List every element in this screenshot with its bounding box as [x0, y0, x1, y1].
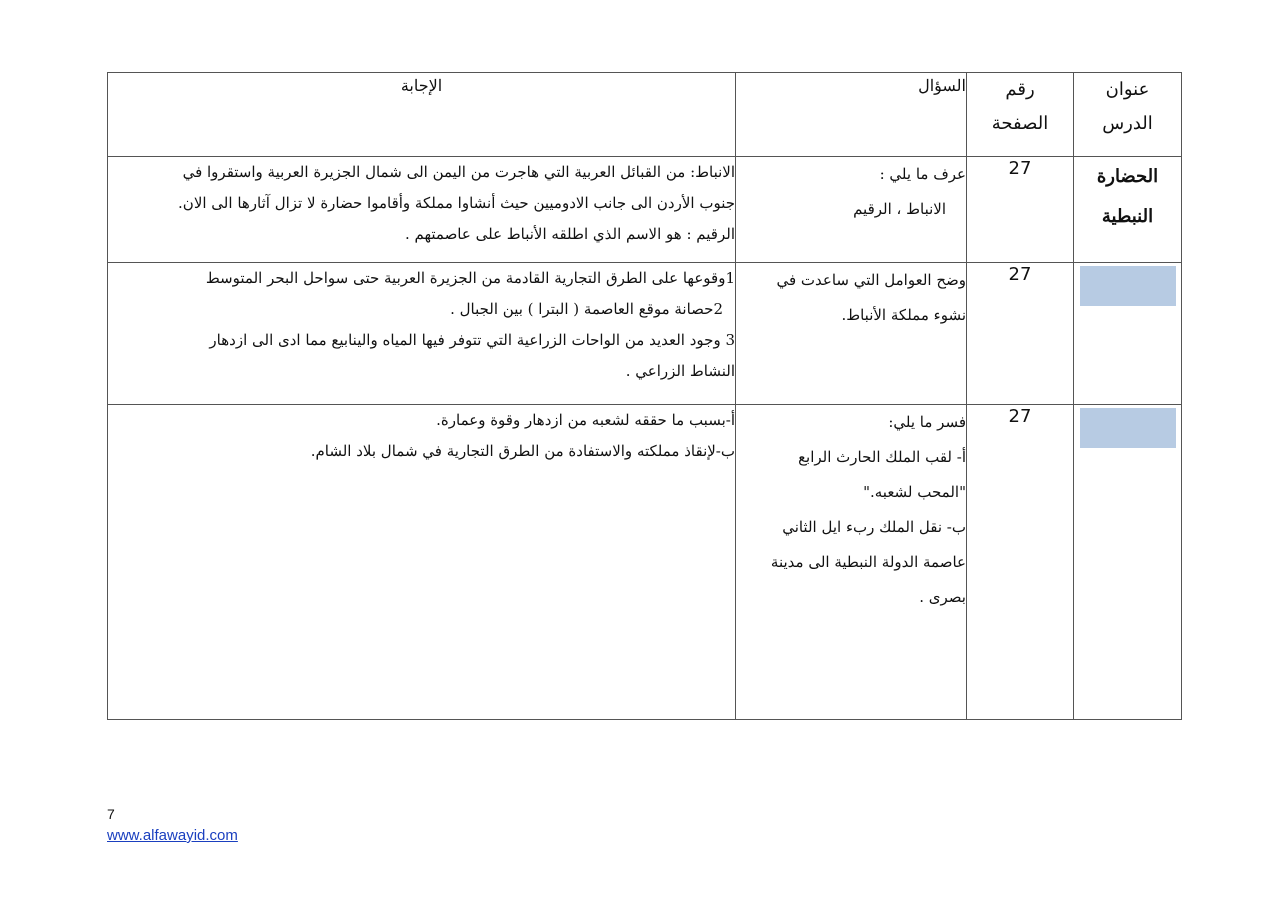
- header-question: السؤال: [736, 73, 967, 157]
- answer-cell: [108, 157, 736, 263]
- question-cell: [736, 157, 967, 263]
- highlight-box: [1080, 266, 1176, 306]
- header-answer: الإجابة: [108, 73, 736, 157]
- answer-line: 3 وجود العديد من الواحات الزراعية التي تتوفر فيها المياه والينابيع مما ادى الى ازدهار: [209, 331, 735, 349]
- page-number-cell: 27: [967, 263, 1074, 405]
- answer-line: أ-بسبب ما حققه لشعبه من ازدهار وقوة وعمارة.: [436, 411, 735, 429]
- answer-cell: [108, 263, 736, 405]
- question-cell: [736, 263, 967, 405]
- answer-line: 1وقوعها على الطرق التجارية القادمة من الجزيرة العربية حتى سواحل البحر المتوسط: [205, 269, 735, 287]
- lesson-title-cell: [1074, 263, 1182, 405]
- answer-line: النشاط الزراعي .: [625, 362, 735, 380]
- header-page-number: [967, 73, 1074, 157]
- question-line: وضح العوامل التي ساعدت في: [776, 271, 966, 289]
- question-line: فسر ما يلي:: [888, 413, 966, 431]
- page-number-cell: 27: [967, 157, 1074, 263]
- table-row: [108, 263, 1182, 405]
- lesson-title-cell: [1074, 405, 1182, 720]
- header-lesson-title-line-1: عنوان: [1105, 79, 1150, 100]
- answer-line: جنوب الأردن الى جانب الادوميين حيث أنشاوا مملكة وأقاموا حضارة لا تزال آثارها الى الان.: [178, 194, 735, 212]
- question-line: الانباط ، الرقيم: [853, 200, 946, 218]
- table-row: [108, 405, 1182, 720]
- question-line: عرف ما يلي :: [879, 165, 966, 183]
- answer-cell: [108, 405, 736, 720]
- answer-line: الانباط: من القبائل العربية التي هاجرت من اليمن الى شمال الجزيرة العربية واستقروا في: [182, 163, 735, 181]
- question-line: نشوء مملكة الأنباط.: [841, 306, 966, 324]
- answer-line: ب-لإنقاذ مملكته والاستفادة من الطرق التجارية في شمال بلاد الشام.: [310, 442, 735, 460]
- lesson-title-line-2: النبطية: [1101, 206, 1154, 227]
- header-page-number-line-1: رقم: [1005, 79, 1035, 100]
- highlight-box: [1080, 408, 1176, 448]
- question-line: ب- نقل الملك ربء ايل الثاني: [782, 518, 966, 536]
- header-lesson-title-line-2: الدرس: [1102, 113, 1153, 134]
- lesson-title-line-1: الحضارة: [1096, 166, 1159, 187]
- question-line: عاصمة الدولة النبطية الى مدينة: [770, 553, 966, 571]
- table-header-row: [108, 73, 1182, 157]
- header-lesson-title: [1074, 73, 1182, 157]
- lesson-table: [107, 72, 1182, 720]
- question-line: بصرى .: [919, 588, 966, 606]
- footer-website-link[interactable]: www.alfawayid.com: [107, 827, 238, 844]
- question-line: أ- لقب الملك الحارث الرابع: [798, 448, 966, 466]
- header-page-number-line-2: الصفحة: [991, 113, 1049, 134]
- answer-line: 2حصانة موقع العاصمة ( البترا ) بين الجبال .: [450, 300, 723, 318]
- answer-line: الرقيم : هو الاسم الذي اطلقه الأنباط على عاصمتهم .: [404, 225, 735, 243]
- question-cell: [736, 405, 967, 720]
- footer-page-number: 7: [107, 806, 115, 822]
- table-row: [108, 157, 1182, 263]
- lesson-title-cell: [1074, 157, 1182, 263]
- page-number-cell: 27: [967, 405, 1074, 720]
- question-line: "المحب لشعبه.": [863, 483, 966, 501]
